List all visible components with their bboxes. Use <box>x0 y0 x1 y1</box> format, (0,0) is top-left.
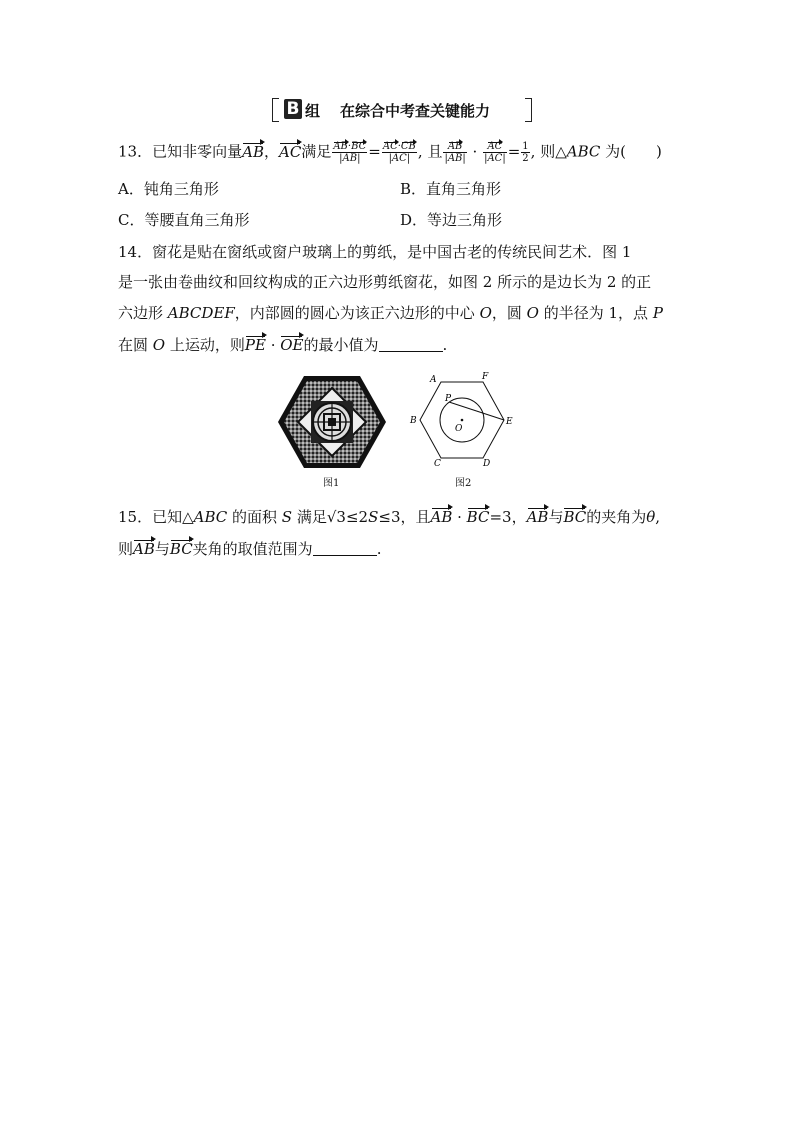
q14-line-2: 是一张由卷曲纹和回纹构成的正六边形剪纸窗花，如图 2 所示的是边长为 2 的正 <box>118 273 652 291</box>
fraction-4: $\frac{AC}{|AC|}$ <box>484 141 506 164</box>
left-bracket <box>272 98 279 122</box>
section-title: 在综合中考查关键能力 <box>340 102 491 120</box>
fraction-2: $\frac{AC\cdot CB}{|AC|}$ <box>382 141 416 164</box>
group-word: 组 <box>305 102 321 120</box>
section-header <box>272 98 532 124</box>
vector-oe: OE <box>280 336 304 354</box>
sqrt-3: √3 <box>326 508 346 526</box>
vector-ac: AC <box>278 142 302 161</box>
q14-line-1: 14．窗花是贴在窗纸或窗户玻璃上的剪纸，是中国古老的传统民间艺术．图 1 <box>118 243 632 261</box>
vector-ab: AB <box>242 142 264 161</box>
label-d: D <box>483 459 491 469</box>
q13-option-c: C．等腰直角三角形 <box>118 211 250 229</box>
label-o: O <box>455 424 463 434</box>
vector-pe: PE <box>244 336 266 354</box>
fraction-3: $\frac{AB}{|AB|}$ <box>444 141 466 164</box>
figure-2-caption: 图2 <box>455 478 472 489</box>
q13-option-d: D．等边三角形 <box>400 211 503 229</box>
fraction-1: $\frac{AB\cdot BC}{|AB|}$ <box>333 141 367 164</box>
group-letter-badge: B <box>284 99 302 119</box>
q13-option-b: B．直角三角形 <box>400 180 502 198</box>
q14-line-3: 六边形 ABCDEF，内部圆的圆心为该正六边形的中心 O，圆 O 的半径为 1，点 P <box>118 304 663 322</box>
label-p: P <box>445 394 452 404</box>
right-bracket <box>525 98 532 122</box>
label-c: C <box>434 459 441 469</box>
q15-line-1: 15．已知△ABC 的面积 S 满足√3≤2S≤3，且AB · BC=3，AB与BC的夹角为θ, <box>118 508 661 526</box>
q13-stem: 13．已知非零向量AB，AC满足 $\frac{AB\cdot BC}{|AB|}$ = $\frac{AC\cdot CB}{|AC|}$ , 且 $\frac{AB}{|AB|}$ · $\frac{AC}{|AC|}$ = $\frac{1}{2}$ , 则△ABC 为( ) <box>118 141 662 164</box>
label-b: B <box>410 416 417 426</box>
label-e: E <box>506 417 513 427</box>
figure-2-hexagon-diagram <box>400 370 526 472</box>
label-f: F <box>482 372 489 382</box>
fraction-half: $\frac{1}{2}$ <box>522 141 529 164</box>
answer-blank <box>379 337 443 352</box>
label-a: A <box>430 375 437 385</box>
figure-1-papercut <box>276 372 388 472</box>
figure-1-caption: 图1 <box>323 478 340 489</box>
answer-blank-15 <box>313 541 377 556</box>
q15-line-2: 则AB与BC夹角的取值范围为 . <box>118 540 382 558</box>
q14-line-4: 在圆 O 上运动，则PE · OE的最小值为 . <box>118 336 448 354</box>
q13-option-a: A．钝角三角形 <box>118 180 219 198</box>
